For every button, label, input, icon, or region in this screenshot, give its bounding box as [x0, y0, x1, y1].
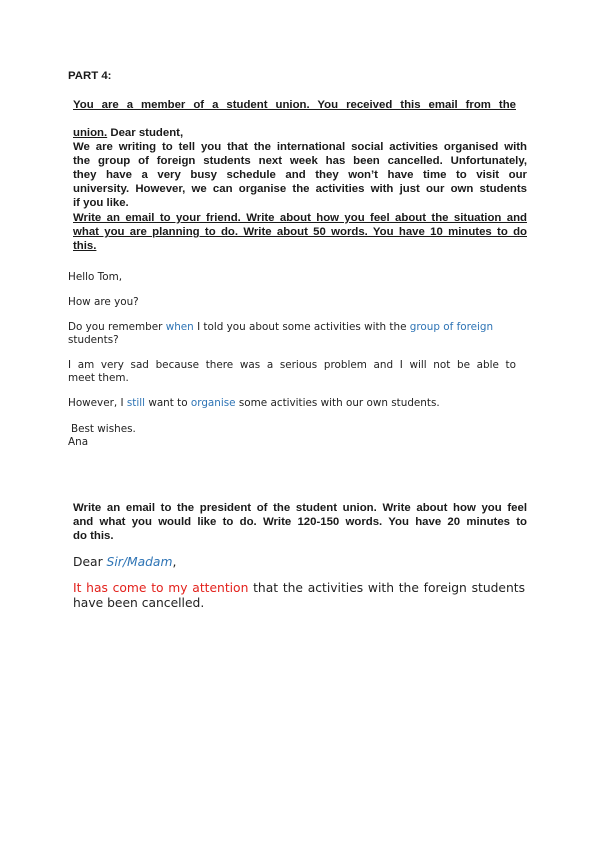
letter1-phrase-group-of-foreign: group of foreign	[409, 321, 494, 333]
letter1-word-when: when	[165, 321, 194, 333]
task1-dear-student: Dear student,	[107, 127, 184, 139]
letter2-body-line1	[73, 581, 525, 596]
task2-instruction-line-3: do this.	[73, 530, 114, 542]
task1-email-line-1: We are writing to tell you that the international social activities organised with	[73, 141, 527, 153]
letter2-body-line2: have been cancelled.	[73, 596, 205, 610]
task1-email-line-4: university. However, we can organise the activities with just our own students	[73, 183, 527, 195]
task1-email-line-2: the group of foreign students next week has been cancelled. Unfortunately,	[73, 155, 527, 167]
letter1-p1-text-a: Do you remember	[68, 321, 166, 333]
letter1-paragraph1-line2: students?	[68, 334, 119, 346]
task1-email-line-5: if you like.	[73, 197, 129, 209]
letter2-line1-rest: that the activities with the foreign students	[248, 581, 526, 595]
task1-instruction-line-1: Write an email to your friend. Write about how you feel about the situation and	[73, 212, 527, 224]
letter1-word-organise: organise	[190, 397, 236, 409]
task1-intro-line2	[73, 126, 183, 140]
letter2-salutation	[73, 555, 176, 570]
letter1-p3-text-c: some activities with our own students.	[235, 397, 440, 409]
task1-instruction-line-3: this.	[73, 240, 97, 252]
task2-instruction-line-2: and what you would like to do. Write 120-150 words. You have 20 minutes to	[73, 516, 527, 528]
letter1-word-still: still	[126, 397, 146, 409]
letter1-paragraph3	[68, 397, 440, 410]
letter2-dear: Dear	[73, 555, 107, 569]
part-heading: PART 4:	[68, 70, 112, 82]
letter2-recipient: Sir/Madam	[106, 555, 173, 569]
letter1-paragraph2-line1: I am very sad because there was a serious problem and I will not be able to	[68, 359, 516, 371]
letter2-opening-phrase: It has come to my attention	[73, 581, 249, 595]
task1-union-word: union.	[73, 127, 108, 139]
letter1-question: How are you?	[68, 296, 139, 308]
letter1-signature: Ana	[68, 436, 89, 448]
letter1-paragraph1-line1	[68, 321, 493, 334]
task1-email-line-3: they have a very busy schedule and they won’t have time to visit our	[73, 169, 527, 181]
task1-instruction-line-2: what you are planning to do. Write about 50 words. You have 10 minutes to do	[73, 226, 527, 238]
task2-instruction-line-1: Write an email to the president of the student union. Write about how you feel	[73, 502, 527, 514]
letter1-closing: Best wishes.	[71, 423, 136, 435]
letter1-paragraph2-line2: meet them.	[68, 372, 129, 384]
task1-intro-line1: You are a member of a student union. You received this email from the	[73, 99, 516, 111]
letter1-p3-text-b: want to	[145, 397, 191, 409]
letter1-p1-text-b: I told you about some activities with the	[193, 321, 410, 333]
letter2-comma: ,	[172, 555, 177, 569]
letter1-greeting: Hello Tom,	[68, 271, 123, 283]
letter1-p3-text-a: However, I	[68, 397, 127, 409]
